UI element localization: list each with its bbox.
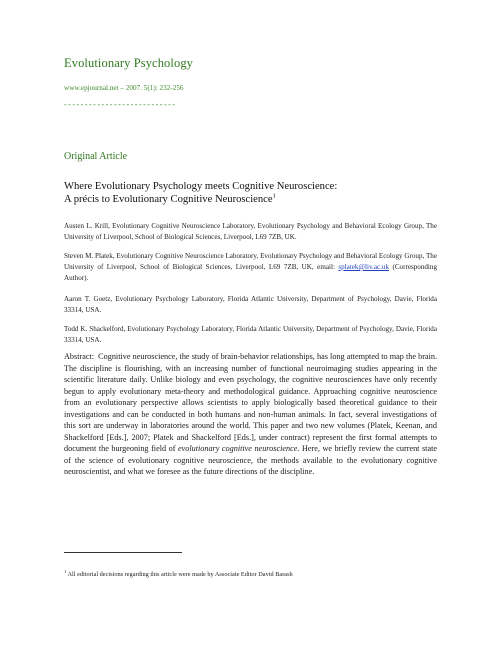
email-link[interactable]: splatek@liv.ac.uk — [338, 262, 389, 271]
title-line-2: A précis to Evolutionary Cognitive Neuroscience — [64, 194, 273, 205]
title-line-1: Where Evolutionary Psychology meets Cognitive Neuroscience: — [64, 181, 338, 192]
abstract-text-part1: Cognitive neuroscience, the study of brain-behavior relationships, has long attempted to map the brain. The discipline is flourishing, with an increasing number of functional neuroimaging studies appearing in the scientific literature daily. Unlike biology and even psychology, the cognitive neurosciences have only recently begun to apply evolutionary meta-theory and methodological guidance. Approaching cognitive neuroscience from an evolutionary perspective allows scientists to apply biologically based theoretical guidance to their investigations and can be conducted in both humans and non-human animals. In fact, several investigations of this sort are underway in laboratories around the world. This paper and two new volumes (Platek, Keenan, and Shackelford [Eds.], 2007; Platek and Shackelford [Eds.], under contract) represent the first formal attempts to document the burgeoning field of — [64, 352, 437, 453]
header-divider: --------------------------- — [64, 100, 177, 109]
footnote-marker: 1 — [64, 568, 67, 574]
abstract-label: Abstract: — [64, 352, 95, 361]
article-title — [64, 180, 394, 206]
author-affiliation-goetz: Aaron T. Goetz, Evolutionary Psychology Laboratory, Florida Atlantic University, Department of Psychology, Davie, Florida 33314, USA. — [64, 295, 437, 314]
abstract-emphasis: evolutionary cognitive neuroscience — [177, 444, 298, 453]
footnote-divider — [64, 552, 182, 553]
author-platek-text: Steven M. Platek, Evolutionary Cognitive Neuroscience Laboratory, Evolutionary Psychology and Behavioral Ecology Group, The University of Liverpool, School of Biological Sciences, Liverpool, L69 7ZB, UK, email: — [64, 252, 437, 271]
abstract — [64, 351, 437, 478]
author-affiliation-shackelford: Todd K. Shackelford, Evolutionary Psychology Laboratory, Florida Atlantic University, Department of Psychology, Davie, Florida 33314, USA. — [64, 325, 437, 344]
title-footnote-marker: 1 — [272, 192, 276, 200]
journal-url: www.epjournal.net – 2007. 5(1): 232-256 — [64, 84, 184, 92]
author-affiliation-krill: Austen L. Krill, Evolutionary Cognitive Neuroscience Laboratory, Evolutionary Psychology and Behavioral Ecology Group, The University of Liverpool, School of Biological Sciences, Liverpool, L69 7ZB, UK. — [64, 222, 437, 241]
journal-name: Evolutionary Psychology — [64, 56, 194, 70]
abstract-text-part2: . Here, we briefly review the current state of the science of evolutionary cognitive neuroscience, the methods available to the evolutionary cognitive neuroscientist, and what we foresee as the future directions of the discipline. — [64, 444, 438, 476]
footnote-text: All editorial decisions regarding this article were made by Associate Editor David Barash — [66, 571, 293, 578]
author-affiliation-platek — [64, 251, 437, 283]
author-platek-suffix: (Corresponding Author). — [64, 262, 437, 282]
footnote — [64, 568, 293, 578]
article-type: Original Article — [64, 151, 128, 162]
